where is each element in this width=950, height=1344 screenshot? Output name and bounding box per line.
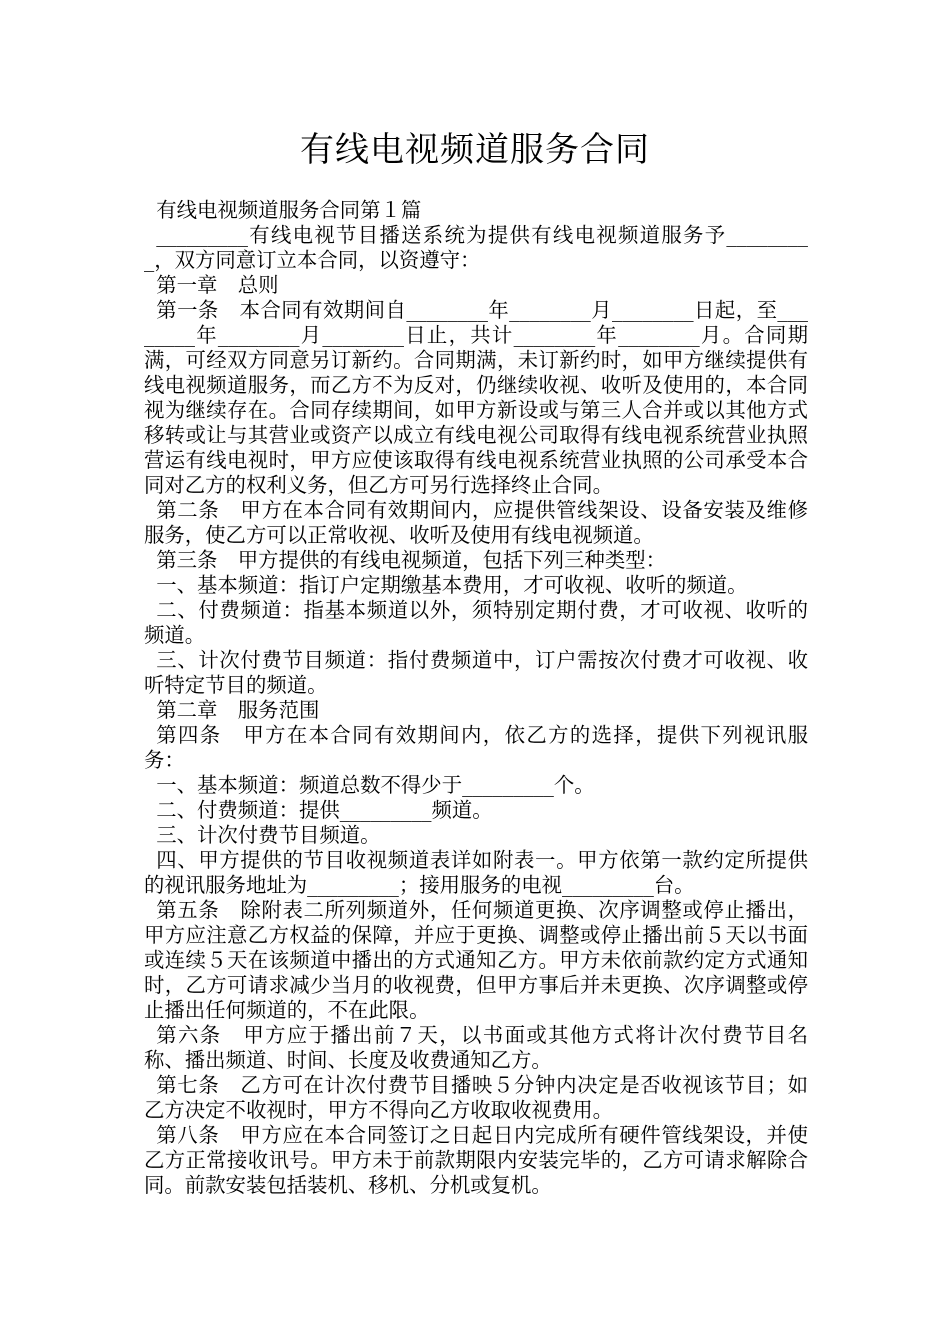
- document-title: 有线电视频道服务合同: [300, 130, 650, 170]
- article-3-item-3: 三、计次付费节目频道：指付费频道中，订户需按次付费才可收视、收听特定节目的频道。: [144, 648, 808, 697]
- article-4-item-1: 一、基本频道：频道总数不得少于_________个。: [156, 773, 595, 797]
- chapter-1-heading: 第一章 总则: [156, 273, 279, 297]
- article-4-item-3: 三、计次付费节目频道。: [156, 823, 381, 847]
- article-1: 第一条 本合同有效期间自________年________月________日起，至________年________月________日止，共计________年________月。合同期满，可经双方同意另订新约。合同期满，未订新约时，如甲方继续提供有线电视频道服务，而乙方不为反对，仍继续收视、收听及使用的，本合同视为继续存在。合同存续期间，如甲方新设或与第三人合并或以其他方式移转或让与其营业或资产以成立有线电视公司取得有线电视系统营业执照营运有线电视时，甲方应使该取得有线电视系统营业执照的公司承受本合同对乙方的权利义务，但乙方可另行选择终止合同。: [144, 298, 808, 497]
- article-4: 第四条 甲方在本合同有效期间内，依乙方的选择，提供下列视讯服务：: [144, 723, 808, 772]
- article-4-item-4: 四、甲方提供的节目收视频道表详如附表一。甲方依第一款约定所提供的视讯服务地址为_________；接用服务的电视_________台。: [144, 848, 808, 897]
- paragraph-preamble: _________有线电视节目播送系统为提供有线电视频道服务予_________，双方同意订立本合同，以资遵守：: [144, 223, 808, 272]
- article-2: 第二条 甲方在本合同有效期间内，应提供管线架设、设备安装及维修服务，使乙方可以正常收视、收听及使用有线电视频道。: [144, 498, 808, 547]
- article-7: 第七条 乙方可在计次付费节目播映５分钟内决定是否收视该节目；如乙方决定不收视时，甲方不得向乙方收取收视费用。: [144, 1073, 808, 1122]
- article-5: 第五条 除附表二所列频道外，任何频道更换、次序调整或停止播出，甲方应注意乙方权益的保障，并应于更换、调整或停止播出前５天以书面或连续５天在该频道中播出的方式通知乙方。甲方未依前款约定方式通知时，乙方可请求减少当月的收视费，但甲方事后并未更换、次序调整或停止播出任何频道的，不在此限。: [144, 898, 808, 1022]
- document-body: [144, 198, 808, 1198]
- article-4-item-2: 二、付费频道：提供_________频道。: [156, 798, 493, 822]
- article-8: 第八条 甲方应在本合同签订之日起日内完成所有硬件管线架设，并使乙方正常接收讯号。甲方未于前款期限内安装完毕的，乙方可请求解除合同。前款安装包括装机、移机、分机或复机。: [144, 1123, 808, 1197]
- article-3: 第三条 甲方提供的有线电视频道，包括下列三种类型：: [156, 548, 666, 572]
- article-3-item-1: 一、基本频道：指订户定期缴基本费用，才可收视、收听的频道。: [156, 573, 748, 597]
- chapter-2-heading: 第二章 服务范围: [156, 698, 320, 722]
- article-3-item-2: 二、付费频道：指基本频道以外，须特别定期付费，才可收视、收听的频道。: [144, 598, 808, 647]
- paragraph-heading: 有线电视频道服务合同第１篇: [156, 198, 422, 222]
- article-6: 第六条 甲方应于播出前７天，以书面或其他方式将计次付费节目名称、播出频道、时间、长度及收费通知乙方。: [144, 1023, 808, 1072]
